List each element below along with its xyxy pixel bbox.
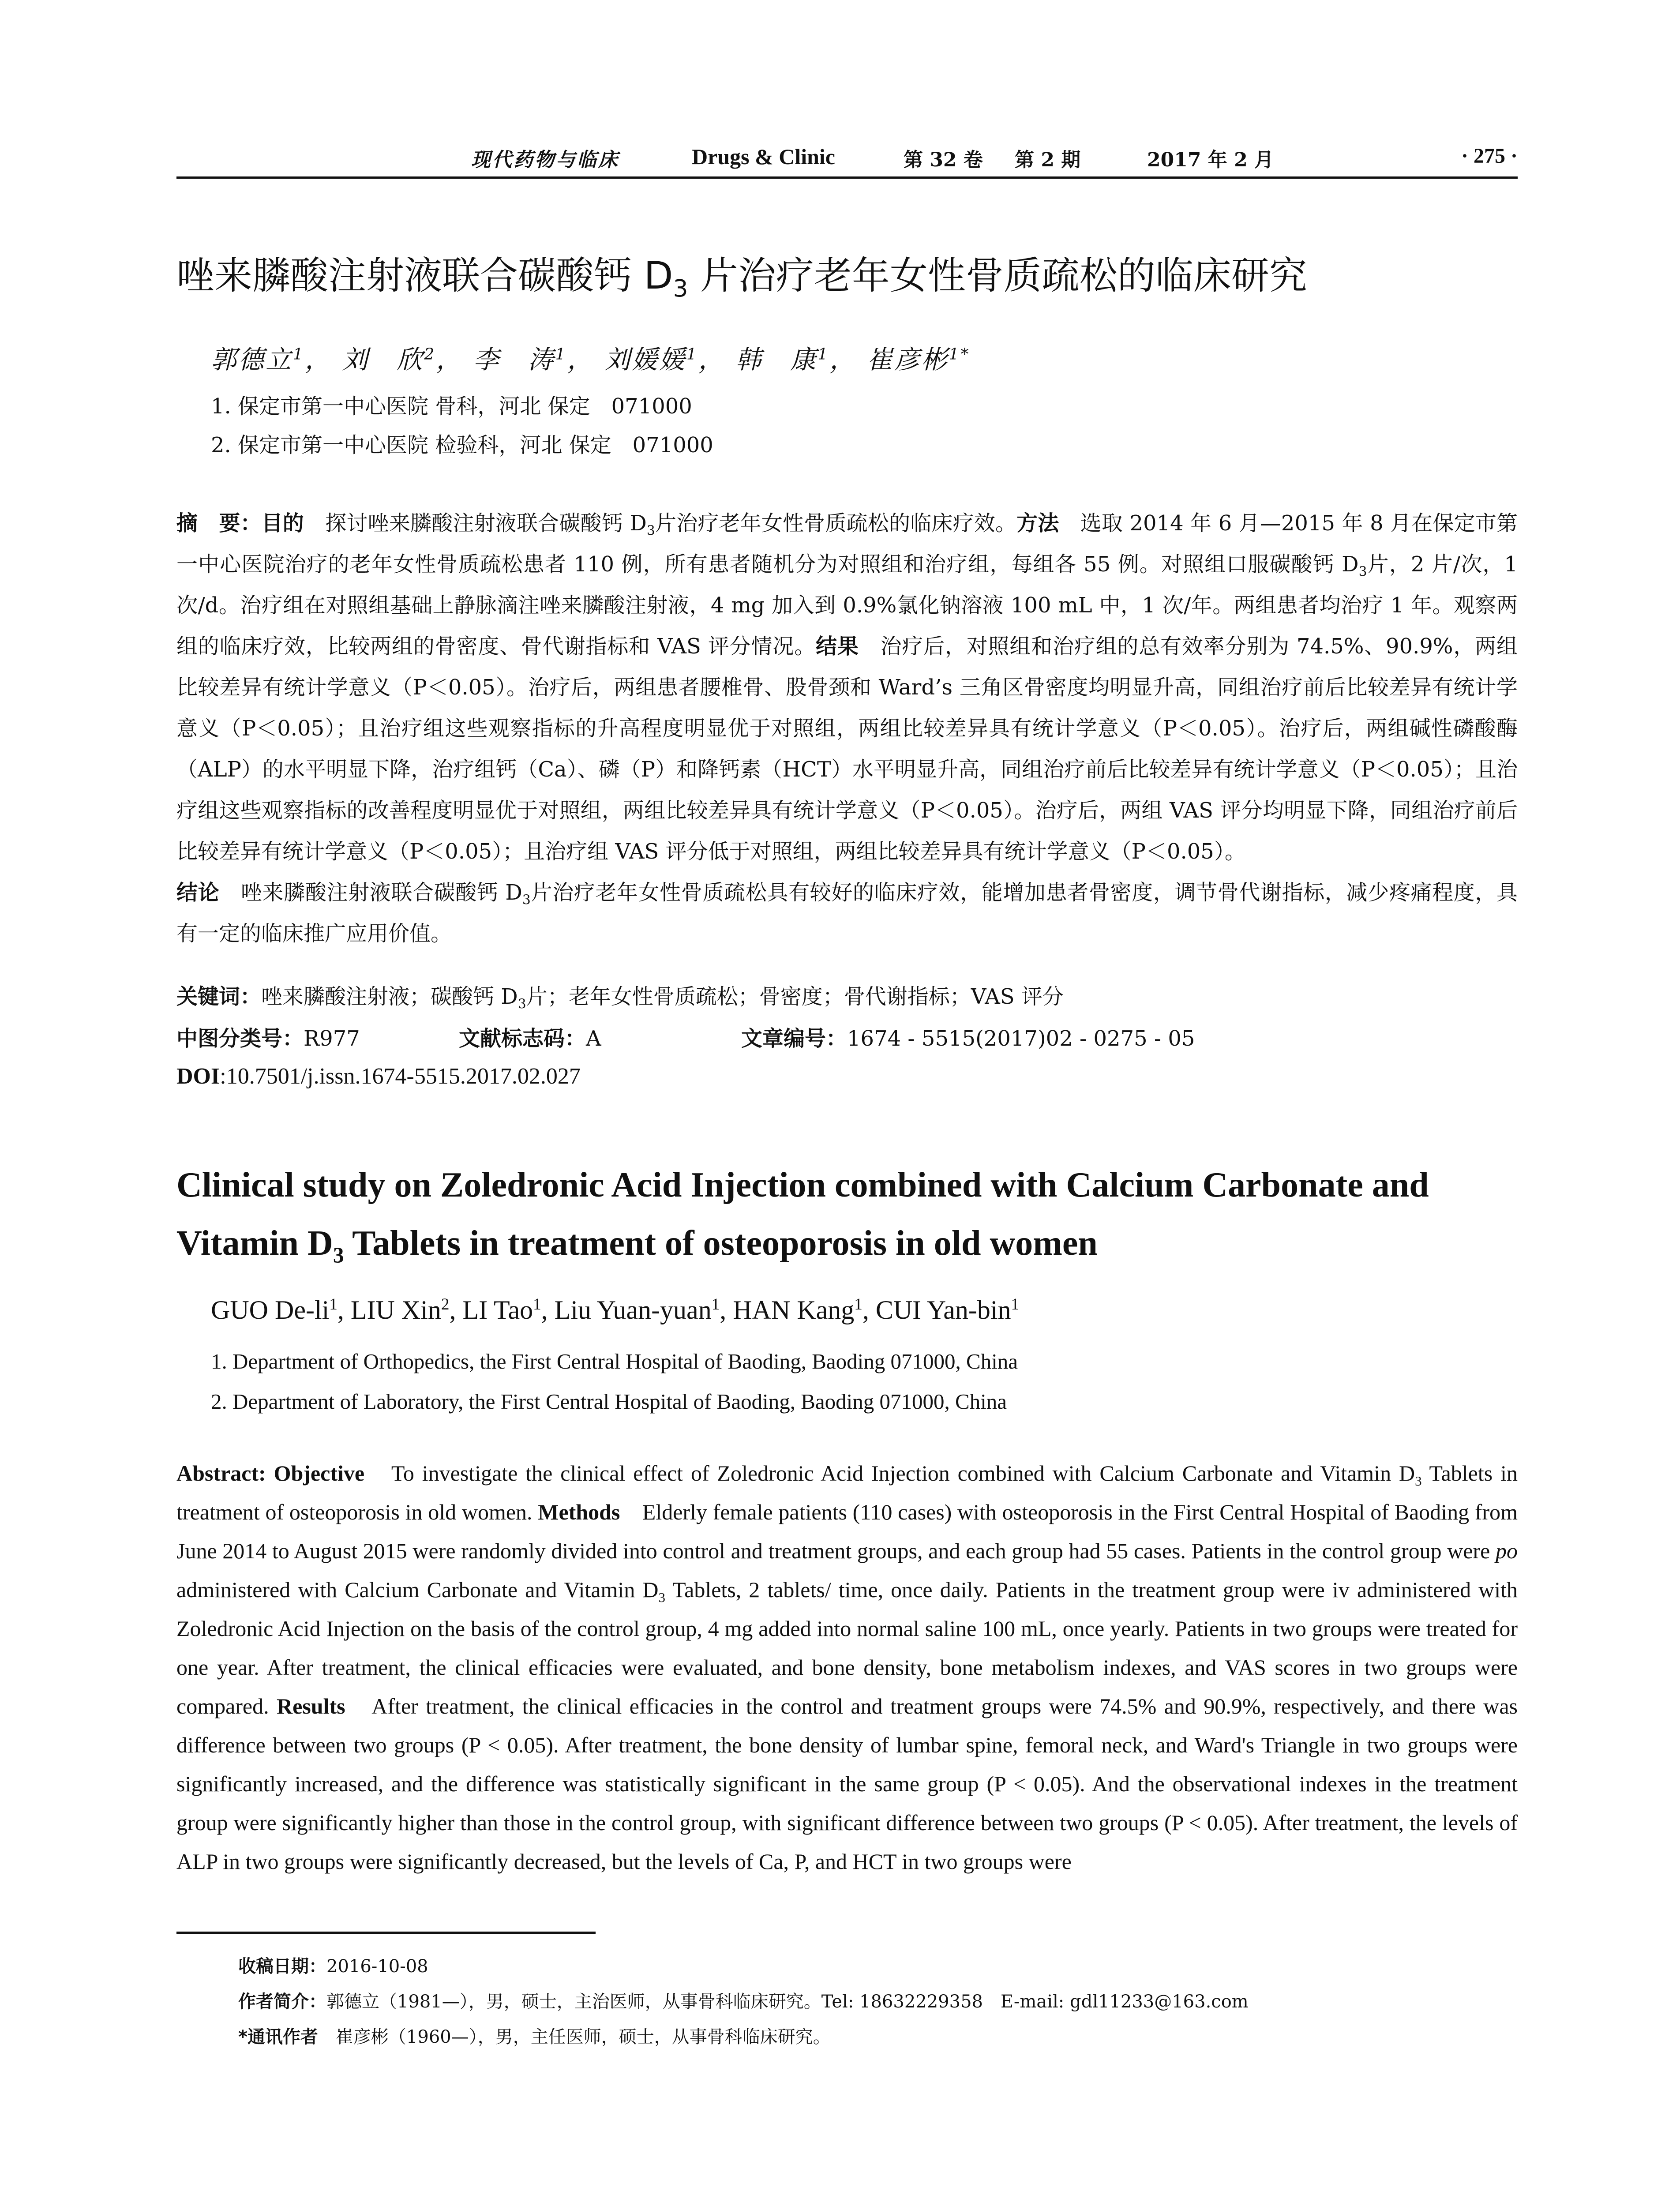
affiliation-en-1: 1. Department of Orthopedics, the First Central Hospital of Baoding, Baoding 071000, China <box>211 1349 1018 1373</box>
author: Liu Yuan-yuan$^1$ <box>554 1295 720 1324</box>
methods-en-label: Methods <box>538 1500 620 1524</box>
page-number: · 275 · <box>1461 144 1518 168</box>
abstract-en: Abstract: Objective To investigate the clinical effect of Zoledronic Acid Injection combined with Calcium Carbonate and Vitamin $D_3$ Tablets in treatment of osteoporosis in old women. Methods Elderly female patients (110 cases) with osteoporosis in the First Central Hospital of Baoding from June 2014 to August 2015 were randomly divided into control and treatment groups, and each group had 55 cases. Patients in the control group were po administered with Calcium Carbonate and Vitamin $D_3$ Tablets, 2 tablets/ time, once daily. Patients in the treatment group were iv administered with Zoledronic Acid Injection on the basis of the control group, 4 mg added into normal saline 100 mL, once yearly. Patients in two groups were treated for one year. After treatment, the clinical efficacies were evaluated, and bone density, bone metabolism indexes, and VAS scores in two groups were compared. Results After treatment, the clinical efficacies in the control and treatment groups were 74.5% and 90.9%, respectively, and there was difference between two groups (P < 0.05). After treatment, the bone density of lumbar spine, femoral neck, and Ward's Triangle in two groups were significantly increased, and the difference was statistically significant in the same group (P < 0.05). And the observational indexes in the treatment group were significantly higher than those in the control group, with significant difference between two groups (P < 0.05). After treatment, the levels of ALP in two groups were significantly decreased, but the levels of Ca, P, and HCT in two groups were <box>176 1461 1518 1874</box>
journal-name-cn: 现代药物与临床 <box>471 149 619 171</box>
keywords-cn: 关键词：唑来膦酸注射液；碳酸钙 $D_3$片；老年女性骨质疏松；骨密度；骨代谢指标；VAS 评分 <box>176 984 1064 1012</box>
author: 崔彦彬$^{1*}$ <box>866 345 971 375</box>
abstract-cn: 摘 要：目的 探讨唑来膦酸注射液联合碳酸钙 $D_3$片治疗老年女性骨质疏松的临床疗效。方法 选取 2014 年 6 月—2015 年 8 月在保定市第一中心医院治疗的老年女性骨质疏松患者 110 例，所有患者随机分为对照组和治疗组，每组各 55 例。对照组口服碳酸钙 $D_3$片，2 片/次，1 次/d。治疗组在对照组基础上静脉滴注唑来膦酸注射液，4 mg 加入到 0.9%氯化钠溶液 100 mL 中，1 次/年。两组患者均治疗 1 年。观察两组的临床疗效，比较两组的骨密度、骨代谢指标和 VAS 评分情况。结果 治疗后，对照组和治疗组的总有效率分别为 74.5%、90.9%，两组比较差异有统计学意义（P＜0.05）。治疗后，两组患者腰椎骨、股骨颈和 Ward’s 三角区骨密度均明显升高，同组治疗前后比较差异有统计学意义（P＜0.05）；且治疗组这些观察指标的升高程度明显优于对照组，两组比较差异具有统计学意义（P＜0.05）。治疗后，两组碱性磷酸酶（ALP）的水平明显下降，治疗组钙（Ca）、磷（P）和降钙素（HCT）水平明显升高，同组治疗前后比较差异有统计学意义（P＜0.05）；且治疗组这些观察指标的改善程度明显优于对照组，两组比较差异具有统计学意义（P＜0.05）。治疗后，两组 VAS 评分均明显下降，同组治疗前后比较差异有统计学意义（P＜0.05）；且治疗组 VAS 评分低于对照组，两组比较差异具有统计学意义（P＜0.05）。 结论 唑来膦酸注射液联合碳酸钙 $D_3$片治疗老年女性骨质疏松具有较好的临床疗效，能增加患者骨密度，调节骨代谢指标，减少疼痛程度，具有一定的临床推广应用价值。 <box>176 511 1518 946</box>
issue: 第 2 期 <box>1015 149 1081 171</box>
authors-cn: 郭德立$^1$， 刘 欣$^2$， 李 涛$^1$， 刘媛媛$^1$， 韩 康$^1$， 崔彦彬$^{1*}$ <box>211 345 971 375</box>
publication-date: 2017 年 2 月 <box>1147 149 1274 171</box>
objective-label: 目的 <box>261 511 304 536</box>
doi-label: DOI <box>176 1064 220 1089</box>
author: LIU Xin$^2$ <box>350 1295 450 1324</box>
doc-code-value: A <box>586 1026 601 1051</box>
conclusion-label: 结论 <box>176 880 220 905</box>
article-no-label: 文章编号： <box>741 1026 848 1051</box>
running-header <box>176 140 1518 171</box>
header-rule <box>176 176 1518 179</box>
footnote-received: 收稿日期：2016-10-08 <box>238 1956 428 1977</box>
footnote-corresponding: *通讯作者 崔彦彬（1960—），男，主任医师，硕士，从事骨科临床研究。 <box>238 2027 831 2047</box>
footnote-rule <box>176 1932 596 1934</box>
affiliation-cn-2: 2. 保定市第一中心医院 检验科，河北 保定 071000 <box>211 433 713 458</box>
title-cn: 唑来膦酸注射液联合碳酸钙 $D_3$ 片治疗老年女性骨质疏松的临床研究 <box>176 254 1307 303</box>
title-en: Clinical study on Zoledronic Acid Injection combined with Calcium Carbonate and Vitamin $D_3$ Tablets in treatment of osteoporosis in old women <box>176 1166 1429 1267</box>
doc-code-label: 文献标志码： <box>459 1026 586 1051</box>
abstract-en-label: Abstract: Objective <box>176 1461 365 1486</box>
affiliation-en-2: 2. Department of Laboratory, the First Central Hospital of Baoding, Baoding 071000, China <box>211 1389 1007 1414</box>
author: 刘 欣$^2$ <box>342 345 436 375</box>
results-en-label: Results <box>276 1694 345 1718</box>
authors-en: GUO $De-li^1$, LIU Xin$^2$, LI Tao$^1$, Liu Yuan-yuan$^1$, HAN Kang$^1$, CUI Yan-bin$^1$ <box>211 1295 1020 1324</box>
article-no-value: 1674 - 5515(2017)02 - 0275 - 05 <box>847 1026 1195 1051</box>
author: 刘媛媛$^1$ <box>604 345 698 375</box>
author: 郭德立$^1$ <box>211 345 305 375</box>
author: 韩 康$^1$ <box>735 345 830 375</box>
footnote-author: 作者简介：郭德立（1981—），男，硕士，主治医师，从事骨科临床研究。Tel: 18632229358 E-mail: gdl11233@163.com <box>238 1992 1249 2012</box>
journal-name-en: Drugs & Clinic <box>692 144 835 169</box>
doi-line <box>176 1063 581 1089</box>
author: LI Tao$^1$ <box>462 1295 541 1324</box>
clc-value: R977 <box>304 1026 360 1051</box>
results-label: 结果 <box>816 634 859 659</box>
author: 李 涛$^1$ <box>473 345 567 375</box>
clc-label: 中图分类号： <box>176 1026 304 1051</box>
doi-value: :10.7501/j.issn.1674-5515.2017.02.027 <box>220 1064 581 1089</box>
author: CUI Yan-bin$^1$ <box>875 1295 1020 1324</box>
abstract-label: 摘 要： <box>176 511 262 536</box>
methods-label: 方法 <box>1016 511 1059 536</box>
volume: 第 32 卷 <box>904 149 983 171</box>
classification-line <box>176 1021 1195 1052</box>
author: HAN Kang$^1$ <box>733 1295 862 1324</box>
author: GUO $De-li^1$ <box>211 1295 338 1324</box>
affiliation-cn-1: 1. 保定市第一中心医院 骨科，河北 保定 071000 <box>211 394 692 419</box>
